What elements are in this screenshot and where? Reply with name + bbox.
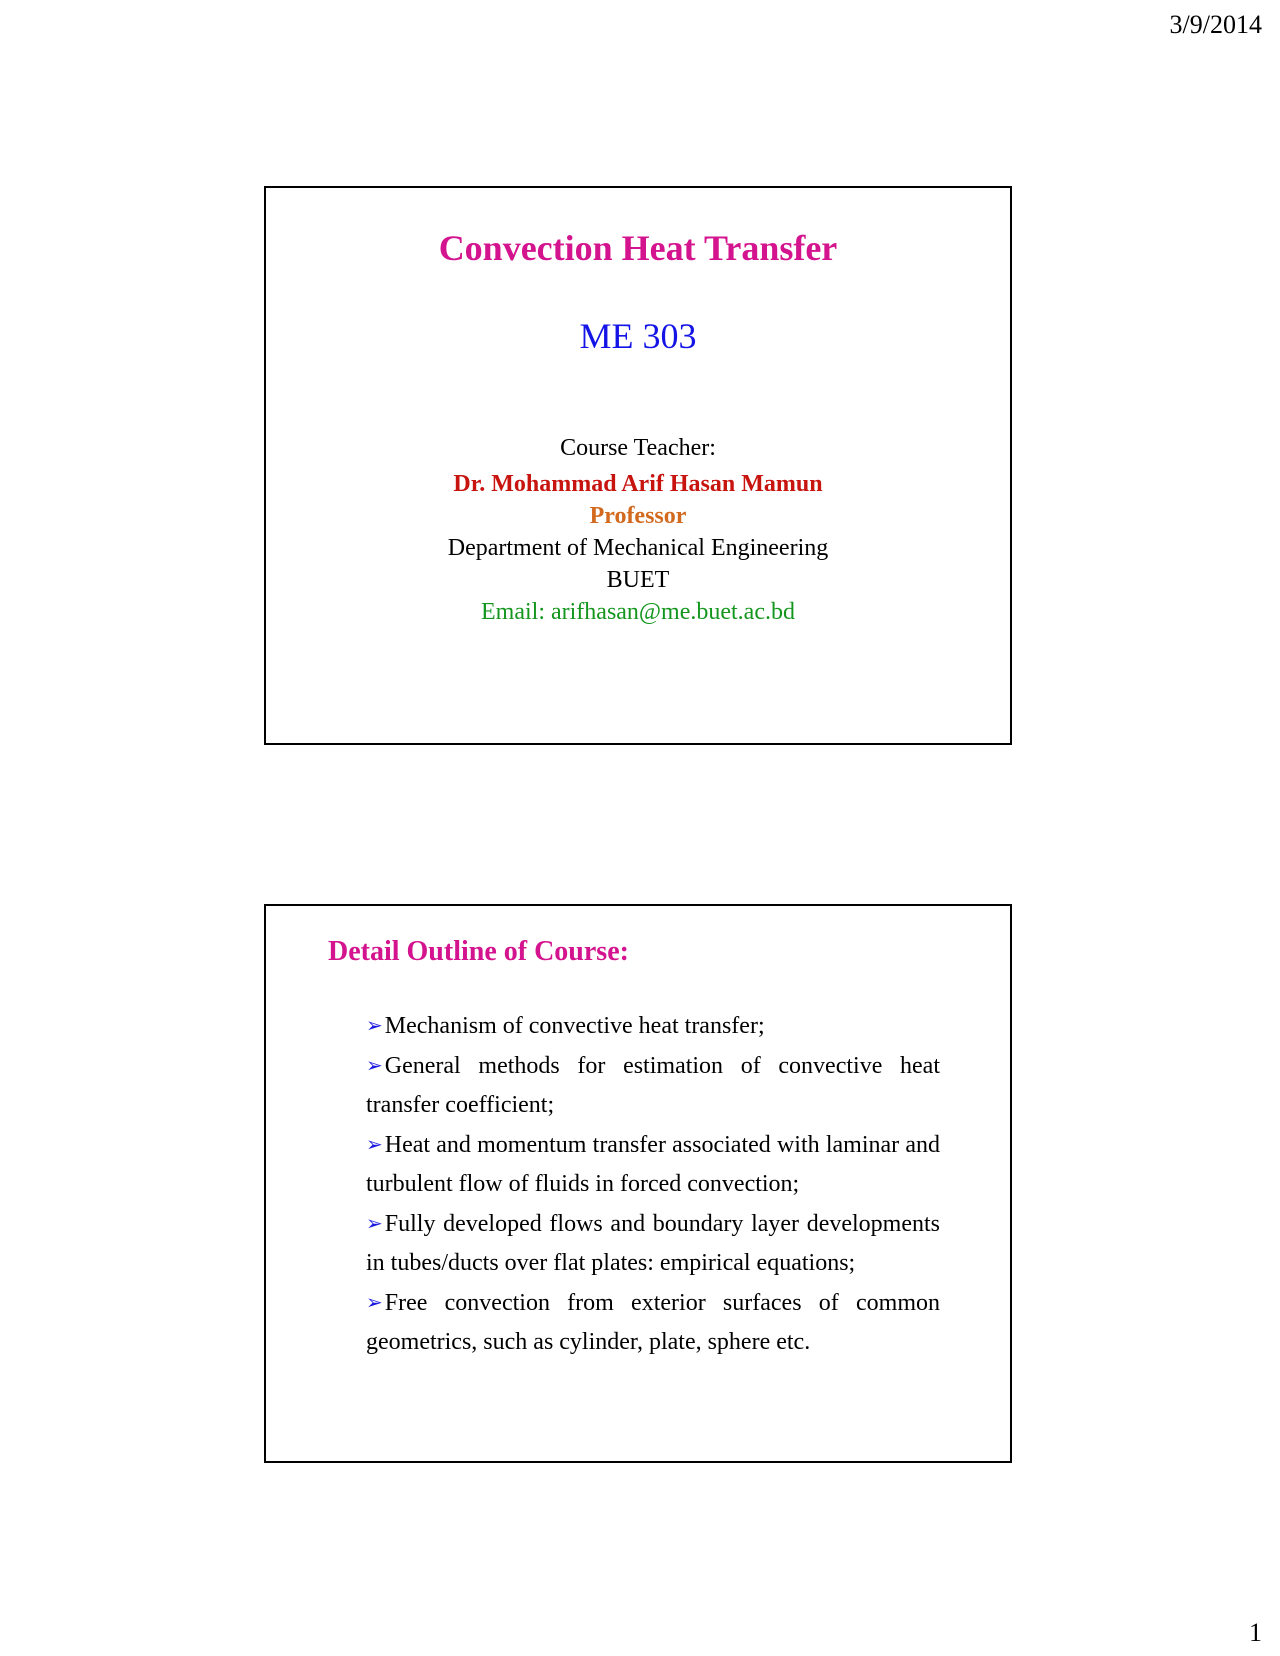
list-item — [366, 1046, 940, 1125]
list-item — [366, 1006, 940, 1046]
list-item — [366, 1283, 940, 1362]
teacher-institution: BUET — [606, 567, 670, 593]
list-item-text: General methods for estimation of convective heat transfer coefficient; — [366, 1053, 940, 1118]
teacher-department: Department of Mechanical Engineering — [447, 535, 829, 561]
list-item-text: Mechanism of convective heat transfer; — [384, 1013, 765, 1039]
outline-list — [366, 1006, 940, 1362]
list-item — [366, 1204, 940, 1283]
list-item-text: Fully developed flows and boundary layer developments in tubes/ducts over flat plates: empirical equations; — [366, 1211, 940, 1276]
list-item-text: Heat and momentum transfer associated with laminar and turbulent flow of fluids in forced convection; — [366, 1132, 940, 1197]
list-item — [366, 1125, 940, 1204]
arrow-bullet-icon: ➢ — [366, 1290, 383, 1314]
teacher-email: Email: arifhasan@me.buet.ac.bd — [481, 599, 795, 625]
teacher-name: Dr. Mohammad Arif Hasan Mamun — [453, 471, 823, 497]
page-date: 3/9/2014 — [1169, 10, 1262, 39]
outline-heading: Detail Outline of Course: — [328, 936, 629, 967]
list-item-text: Free convection from exterior surfaces of common geometrics, such as cylinder, plate, sphere etc. — [366, 1290, 940, 1355]
page-number: 1 — [1249, 1618, 1262, 1647]
slide-title: Convection Heat Transfer — [438, 228, 838, 268]
title-slide — [264, 186, 1012, 745]
arrow-bullet-icon: ➢ — [366, 1132, 383, 1156]
teacher-label: Course Teacher: — [560, 435, 716, 461]
outline-slide — [264, 904, 1012, 1463]
arrow-bullet-icon: ➢ — [366, 1053, 383, 1077]
arrow-bullet-icon: ➢ — [366, 1211, 383, 1235]
course-code: ME 303 — [579, 316, 697, 356]
arrow-bullet-icon: ➢ — [366, 1013, 383, 1037]
teacher-role: Professor — [589, 503, 687, 529]
teacher-info — [266, 432, 1010, 628]
